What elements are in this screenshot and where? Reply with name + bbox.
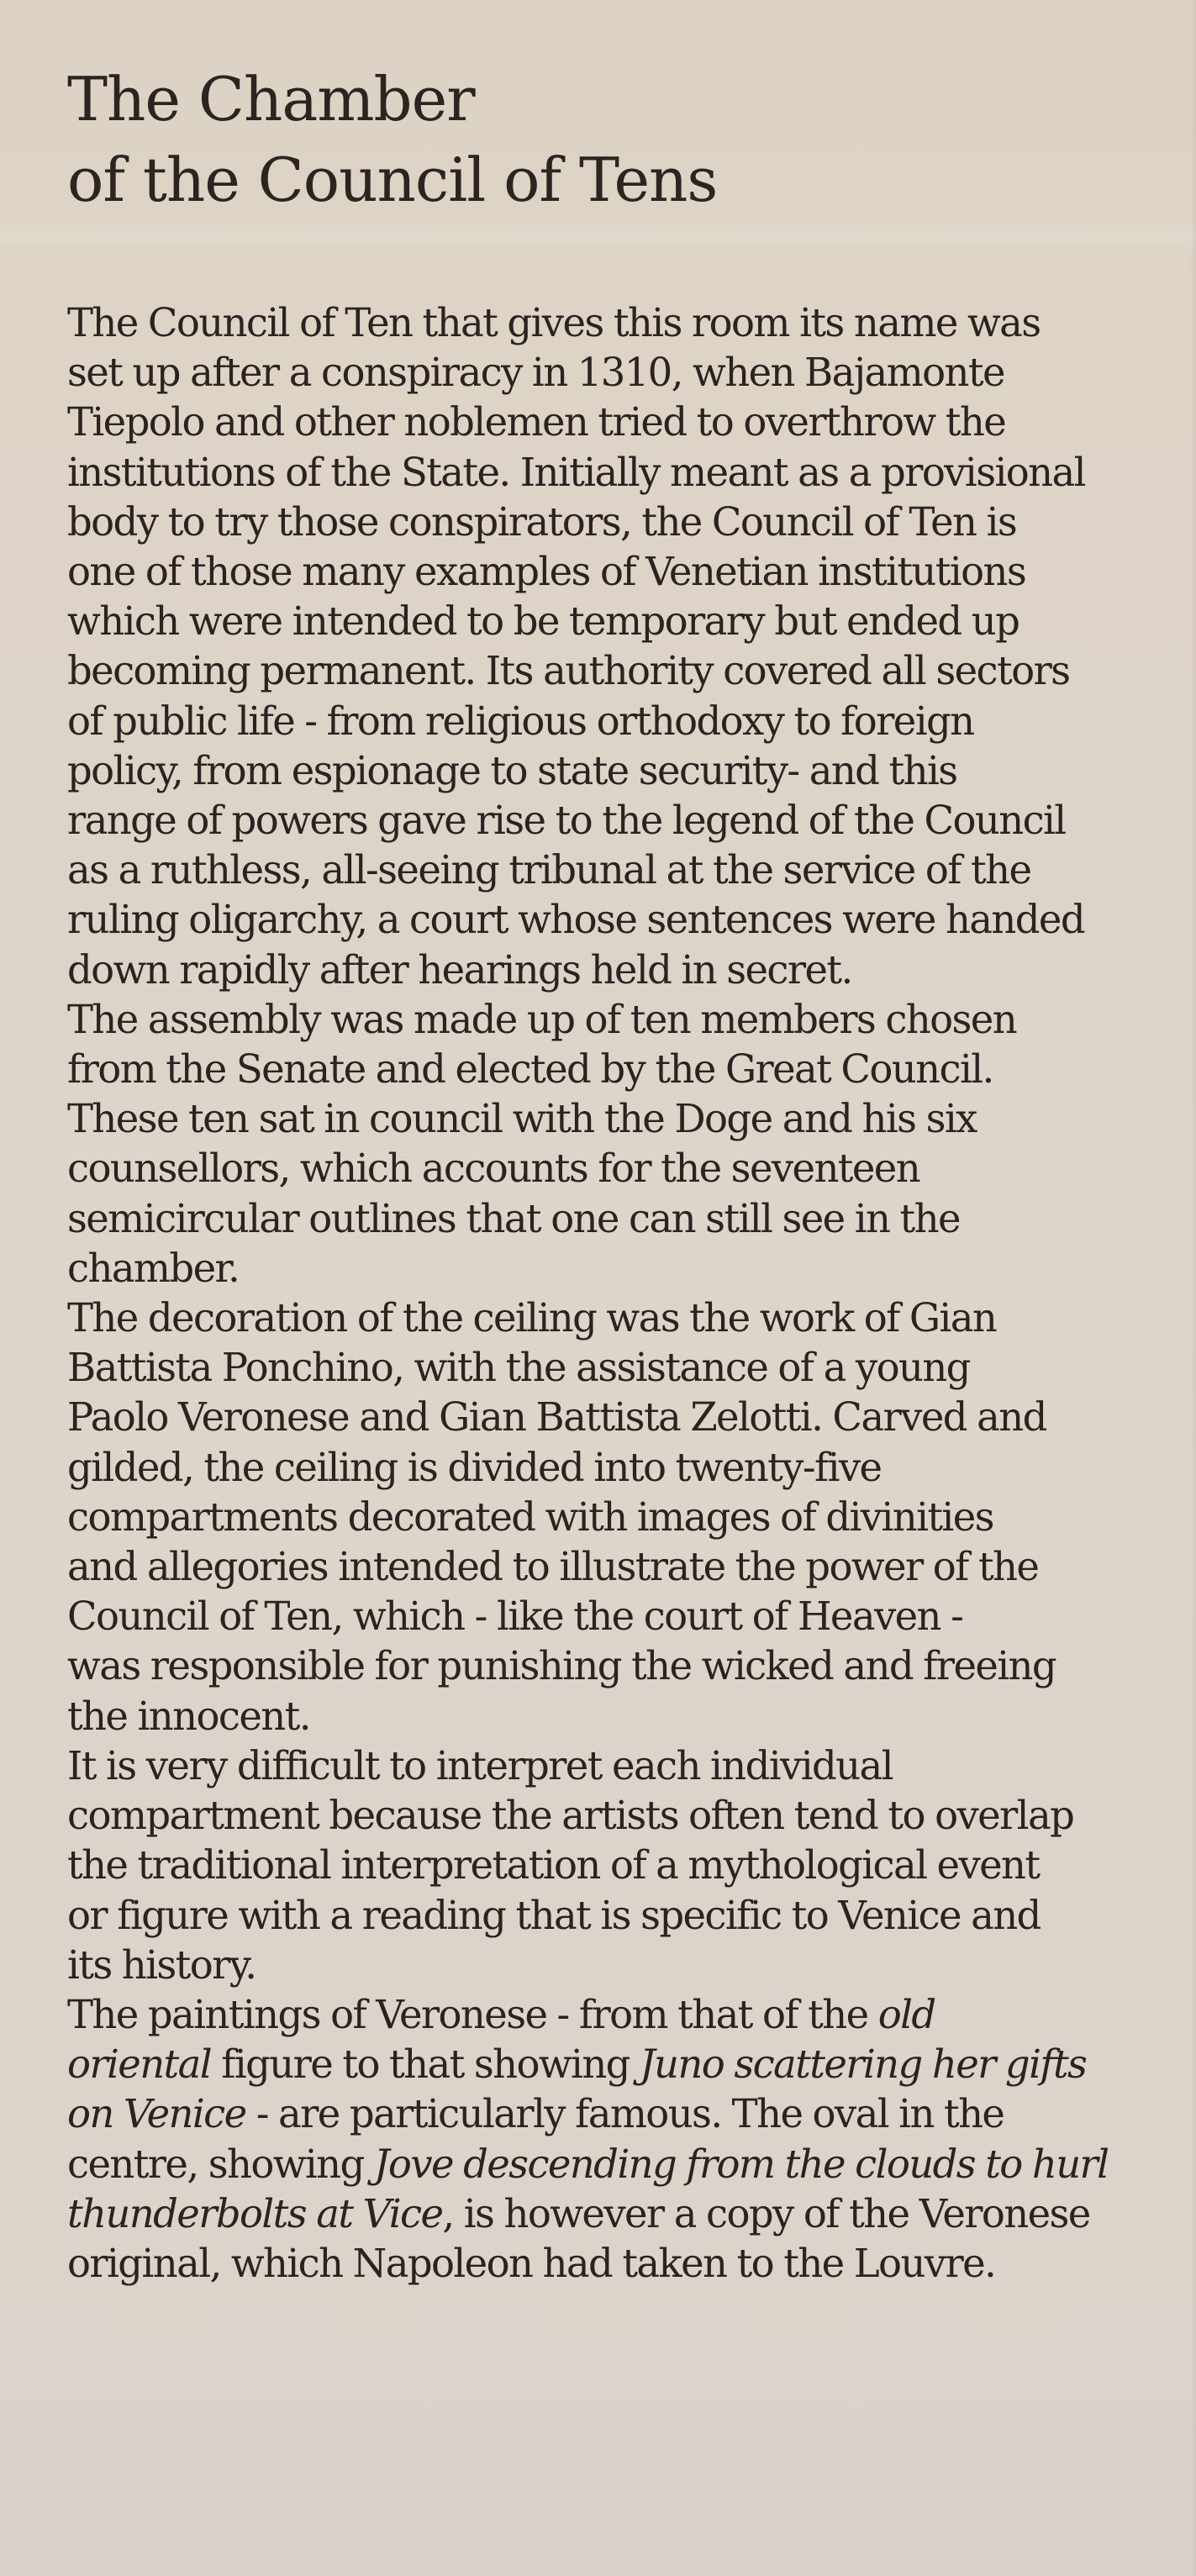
body-line — [67, 2140, 1185, 2189]
body-text-segment: The assembly was made up of ten members chosen — [67, 996, 1017, 1042]
body-text-segment: compartment because the artists often tend to overlap — [67, 1793, 1074, 1839]
body-line — [67, 298, 1185, 348]
body-line — [67, 995, 1185, 1045]
body-line — [67, 1542, 1185, 1592]
body-text-segment: Tiepolo and other noblemen tried to overthrow the — [67, 399, 1006, 445]
body-text-segment: These ten sat in council with the Doge and his six — [67, 1096, 977, 1142]
body-line — [67, 348, 1185, 398]
body-line — [67, 1094, 1185, 1144]
body-line — [67, 398, 1185, 447]
body-line — [67, 895, 1185, 945]
body-text-segment: The paintings of Veronese - from that of the — [67, 1991, 878, 2037]
body-line — [67, 796, 1185, 845]
body-line — [67, 746, 1185, 796]
body-line — [67, 1741, 1185, 1791]
italic-title-text: Jove descending from the clouds to hurl — [373, 2141, 1109, 2187]
body-text-segment: Paolo Veronese and Gian Battista Zelotti. Carved and — [67, 1394, 1046, 1441]
body-line — [67, 2239, 1185, 2289]
body-line — [67, 1045, 1185, 1094]
body-line — [67, 946, 1185, 995]
body-line — [67, 845, 1185, 895]
body-text-segment: semicircular outlines that one can still see in the — [67, 1195, 960, 1241]
body-text-segment: gilded, the ceiling is divided into twenty-five — [67, 1444, 882, 1490]
body-text-segment: counsellors, which accounts for the seventeen — [67, 1146, 920, 1192]
body-line — [67, 1493, 1185, 1542]
body-line — [67, 1891, 1185, 1941]
italic-title-text: thunderbolts at Vice — [67, 2190, 443, 2236]
body-line — [67, 1692, 1185, 1741]
body-line — [67, 1791, 1185, 1841]
italic-title-text: on Venice — [67, 2091, 246, 2137]
body-text-segment: down rapidly after hearings held in secret. — [67, 946, 852, 993]
body-line — [67, 1641, 1185, 1691]
body-text-segment: figure to that showing — [211, 2041, 640, 2088]
body-line — [67, 1443, 1185, 1493]
body-text-segment: It is very difficult to interpret each individual — [67, 1742, 893, 1788]
body-text-segment: the innocent. — [67, 1693, 310, 1739]
panel-seam — [0, 220, 1196, 254]
body-line — [67, 2089, 1185, 2139]
body-text-segment: original, which Napoleon had taken to the Louvre. — [67, 2240, 996, 2286]
body-line — [67, 646, 1185, 696]
body-text-segment: of public life - from religious orthodoxy to foreign — [67, 698, 974, 744]
body-text-segment: from the Senate and elected by the Great Council. — [67, 1046, 993, 1093]
body-text-segment: centre, showing — [67, 2141, 374, 2187]
body-text-segment: institutions of the State. Initially meant as a provisional — [67, 449, 1085, 495]
body-line — [67, 1144, 1185, 1193]
body-text-segment: chamber. — [67, 1245, 240, 1291]
body-text-segment: compartments decorated with images of divinities — [67, 1493, 993, 1540]
italic-title-text: Juno scattering her gifts — [640, 2041, 1087, 2088]
italic-title-text: old — [877, 1991, 935, 2037]
body-line — [67, 1293, 1185, 1343]
body-line — [67, 597, 1185, 646]
body-text-segment: The Council of Ten that gives this room its name was — [67, 300, 1041, 345]
panel-edge-shadow — [1191, 0, 1196, 2576]
italic-title-text: oriental — [67, 2041, 212, 2088]
body-text-segment: range of powers gave rise to the legend of the Council — [67, 798, 1066, 844]
body-text-segment: Battista Ponchino, with the assistance of a young — [67, 1345, 970, 1391]
title-line-2: of the Council of Tens — [67, 145, 718, 215]
body-line — [67, 1194, 1185, 1244]
body-line — [67, 547, 1185, 597]
body-text-segment: set up after a conspiracy in 1310, when Bajamonte — [67, 350, 1004, 396]
body-line — [67, 1941, 1185, 1990]
body-text-segment: one of those many examples of Venetian institutions — [67, 549, 1026, 595]
body-text-segment: body to try those conspirators, the Council of Ten is — [67, 498, 1017, 545]
body-line — [67, 2189, 1185, 2239]
body-line — [67, 697, 1185, 746]
body-text-segment: the traditional interpretation of a mythological event — [67, 1842, 1040, 1889]
body-text-segment: its history. — [67, 1941, 256, 1988]
title-line-1: The Chamber — [67, 64, 475, 134]
body-line — [67, 2040, 1185, 2089]
body-text-segment: Council of Ten, which - like the court of Heaven - — [67, 1594, 963, 1640]
panel-body-text — [67, 298, 1185, 2289]
body-text-segment: ruling oligarchy, a court whose sentences were handed — [67, 897, 1085, 943]
body-text-segment: and allegories intended to illustrate the power of the — [67, 1544, 1039, 1590]
body-text-segment: which were intended to be temporary but ended up — [67, 598, 1019, 645]
body-text-segment: - are particularly famous. The oval in the — [245, 2091, 1004, 2137]
body-line — [67, 448, 1185, 498]
body-line — [67, 498, 1185, 547]
body-text-segment: policy, from espionage to state security- and this — [67, 747, 957, 793]
body-line — [67, 1343, 1185, 1393]
body-text-segment: as a ruthless, all-seeing tribunal at the service of the — [67, 847, 1031, 893]
body-text-segment: becoming permanent. Its authority covered all sectors — [67, 648, 1070, 694]
body-line — [67, 1592, 1185, 1641]
body-text-segment: The decoration of the ceiling was the work of Gian — [67, 1295, 997, 1341]
body-text-segment: was responsible for punishing the wicked and freeing — [67, 1643, 1056, 1689]
body-line — [67, 1841, 1185, 1890]
body-line — [67, 1990, 1185, 2040]
body-line — [67, 1244, 1185, 1293]
body-line — [67, 1393, 1185, 1442]
body-text-segment: or figure with a reading that is specific to Venice and — [67, 1892, 1041, 1938]
body-text-segment: , is however a copy of the Veronese — [442, 2190, 1090, 2236]
panel-title — [67, 59, 717, 220]
